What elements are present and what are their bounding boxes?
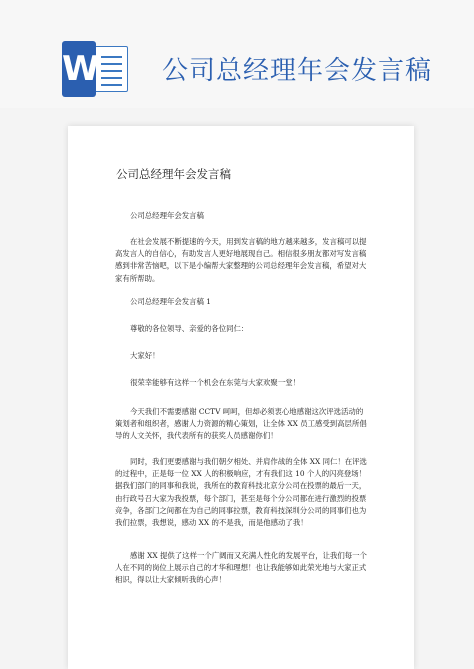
paragraph-thanks: 今天我们不需要感谢 CCTV 呵呵，但却必须衷心地感谢这次评选活动的策划者和组织者，感谢人力资源的精心策划，让全体 XX 员工感受到高层所倡导的人文关怀，我代表所有的获奖人员感谢你们！ — [115, 407, 367, 441]
paragraph-greeting: 大家好！ — [130, 351, 160, 360]
paragraph-colleagues: 同时，我们更要感谢与我们朝夕相处、并肩作战的全体 XX 同仁！在评选的过程中，正是每一位 XX 人的积极响应，才有我们这 10 个人的闪亮登场！据我们部门的同事和我说，我所在的教育科技北京分公司在投票的最后一天，由行政号召大家为我投票，每个部门，甚至是每个分公司都在进行激烈的投票竞争，各部门之间都在为自己的同事拉票，教育科技深圳分公司的同事们也为我们拉票，我想说，感动 XX 的不是我，而是他感动了我！ — [115, 457, 367, 528]
paragraph-salutation: 尊敬的各位领导、亲爱的各位同仁： — [130, 324, 249, 333]
word-document-icon — [62, 41, 128, 97]
banner-title: 公司总经理年会发言稿 — [162, 56, 433, 86]
paragraph-platform: 感谢 XX 提供了这样一个广阔而又充满人性化的发展平台，让我们每一个人在不同的岗位上展示自己的才华和理想！也让我能够如此荣光地与大家正式相识，得以让大家倾听我的心声！ — [115, 551, 367, 585]
paragraph-subtitle: 公司总经理年会发言稿 — [130, 211, 204, 220]
word-logo-letter: W — [62, 41, 96, 97]
paragraph-section-heading: 公司总经理年会发言稿 1 — [130, 297, 211, 306]
paragraph-intro: 在社会发展不断提速的今天，用到发言稿的地方越来越多，发言稿可以提高发言人的自信心，有助发言人更好地展现自己。相信很多朋友都对写发言稿感到非常苦恼吧，以下是小编帮大家整理的公司总经理年会发言稿，希望对大家有所帮助。 — [115, 237, 367, 283]
paragraph-honor: 很荣幸能够有这样一个机会在东莞与大家欢聚一堂！ — [130, 378, 300, 387]
banner — [0, 0, 474, 108]
document-title: 公司总经理年会发言稿 — [116, 167, 231, 181]
document-page — [68, 126, 414, 669]
